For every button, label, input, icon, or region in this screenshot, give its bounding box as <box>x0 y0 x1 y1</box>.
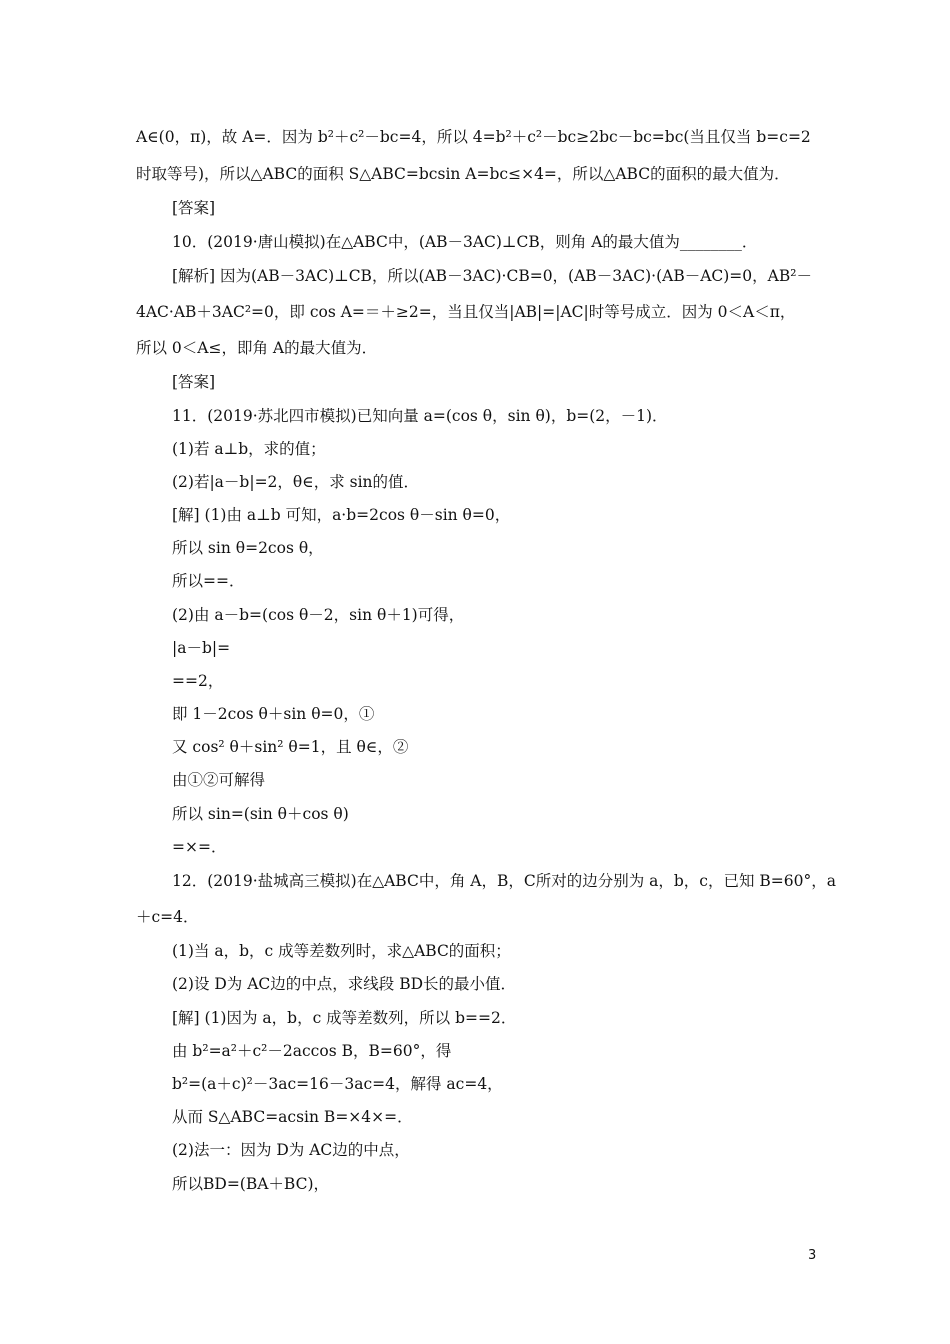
text-line: 4AC·AB＋3AC²=0，即 cos A=＝＋≥2=，当且仅当|AB|=|AC|时等号成立．因为 0＜A＜π， <box>136 303 796 321</box>
text-line: 又 cos² θ＋sin² θ=1，且 θ∈，② <box>172 738 409 756</box>
text-line: ==2， <box>172 672 224 690</box>
text-line: 12．(2019·盐城高三模拟)在△ABC中，角 A，B，C所对的边分别为 a，b，c，已知 B=60°，a <box>172 872 837 890</box>
text-line: [答案] <box>172 373 216 391</box>
text-line: [解析] 因为(AB－3AC)⊥CB，所以(AB－3AC)·CB=0，(AB－3AC)·(AB－AC)=0，AB²－ <box>172 267 812 285</box>
text-line: 10．(2019·唐山模拟)在△ABC中，(AB－3AC)⊥CB，则角 A的最大值为________． <box>172 233 758 251</box>
text-line: =×=． <box>172 838 227 856</box>
text-line: 所以 sin θ=2cos θ， <box>172 539 324 557</box>
text-line: 所以==． <box>172 572 245 590</box>
text-line: 所以BD=(BA＋BC)， <box>172 1175 330 1193</box>
text-line: (2)由 a－b=(cos θ－2，sin θ＋1)可得， <box>172 606 465 624</box>
text-line: (2)法一：因为 D为 AC边的中点， <box>172 1141 410 1159</box>
text-line: 从而 S△ABC=acsin B=×4×=． <box>172 1108 413 1126</box>
text-line: (2)若|a－b|=2，θ∈，求 sin的值． <box>172 473 420 491</box>
text-line: 由①②可解得 <box>172 771 266 789</box>
text-line: 所以 sin=(sin θ＋cos θ) <box>172 805 349 823</box>
text-line: |a－b|= <box>172 639 231 657</box>
text-line: 所以 0＜A≤，即角 A的最大值为． <box>136 339 378 357</box>
text-line: [解] (1)因为 a，b，c 成等差数列，所以 b==2． <box>172 1009 517 1027</box>
text-line: (1)当 a，b，c 成等差数列时，求△ABC的面积； <box>172 942 511 960</box>
text-line: A∈(0，π)，故 A=．因为 b²＋c²－bc=4，所以 4=b²＋c²－bc≥2bc－bc=bc(当且仅当 b=c=2 <box>136 128 811 146</box>
text-line: (2)设 D为 AC边的中点，求线段 BD长的最小值． <box>172 975 517 993</box>
text-line: 11．(2019·苏北四市模拟)已知向量 a=(cos θ，sin θ)，b=(2，－1)． <box>172 407 668 425</box>
text-line: (1)若 a⊥b，求的值； <box>172 440 326 458</box>
page-number: 3 <box>808 1248 817 1263</box>
text-line: 由 b²=a²＋c²－2accos B，B=60°，得 <box>172 1042 452 1060</box>
text-line: [解] (1)由 a⊥b 可知，a·b=2cos θ－sin θ=0， <box>172 506 511 524</box>
text-line: 即 1－2cos θ＋sin θ=0，① <box>172 705 375 723</box>
text-line: b²=(a＋c)²－3ac=16－3ac=4，解得 ac=4， <box>172 1075 503 1093</box>
text-line: ＋c=4． <box>136 908 199 926</box>
text-line: 时取等号)，所以△ABC的面积 S△ABC=bcsin A=bc≤×4=，所以△ABC的面积的最大值为． <box>136 165 790 183</box>
text-line: [答案] <box>172 199 216 217</box>
